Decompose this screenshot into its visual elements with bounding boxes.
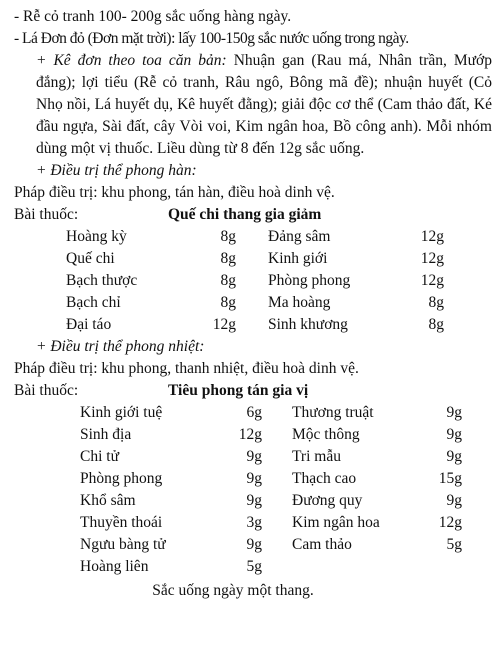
herb-dose: 5g bbox=[246, 558, 262, 575]
herb-row bbox=[66, 226, 444, 248]
herb-name: Tri mẫu bbox=[292, 448, 341, 465]
herb-name: Bạch thược bbox=[66, 272, 138, 289]
herb-dose: 9g bbox=[246, 470, 262, 487]
herb-dose: 9g bbox=[446, 492, 462, 509]
method-label: Pháp điều trị: bbox=[14, 360, 98, 377]
herb-dose: 8g bbox=[220, 250, 236, 267]
herb-name: Thương truật bbox=[292, 404, 374, 421]
herb-dose bbox=[424, 556, 462, 578]
herb-name: Sinh khương bbox=[268, 316, 348, 333]
herb-name: Chi tử bbox=[80, 448, 119, 465]
herb-dose: 8g bbox=[220, 294, 236, 311]
herb-dose: 9g bbox=[246, 448, 262, 465]
herb-dose: 5g bbox=[446, 536, 462, 553]
herb-dose: 12g bbox=[212, 316, 236, 333]
herb-name: Kinh giới tuệ bbox=[80, 404, 163, 421]
herb-name: Kim ngân hoa bbox=[292, 514, 380, 531]
herb-name: Thuyền thoái bbox=[80, 514, 163, 531]
base-prescription-body: Nhuận gan (Rau má, Nhân trần, Mướp đắng); lợi tiểu (Rễ cỏ tranh, Râu ngô, Bông mã đề); nhuận huyết (Cỏ Nhọ nồi, Lá huyết dụ, Kê huyết đằng); giải độc cơ thể (Cam thảo đất, Ké đầu ngựa, Sài đất, cây Vòi voi, Kim ngân hoa, Bồ công anh). Mỗi nhóm dùng một vị thuốc. Liều dùng từ 8 đến 12g sắc uống. bbox=[36, 52, 493, 157]
herb-row bbox=[80, 534, 462, 556]
herb-dose: 8g bbox=[428, 316, 444, 333]
herb-name: Thạch cao bbox=[292, 470, 357, 487]
remedy-name: Quế chi thang gia giảm bbox=[168, 206, 322, 223]
base-prescription-heading: + Kê đơn theo toa căn bản: bbox=[36, 52, 227, 69]
wind-cold-heading: + Điều trị thể phong hàn: bbox=[36, 162, 197, 179]
herb-dose: 9g bbox=[446, 426, 462, 443]
wind-cold-method bbox=[14, 182, 492, 204]
herb-name: Đại táo bbox=[66, 316, 112, 333]
wind-heat-herb-table bbox=[80, 402, 462, 578]
herb-row bbox=[66, 292, 444, 314]
herb-name: Sinh địa bbox=[80, 426, 132, 443]
herb-row bbox=[80, 512, 462, 534]
herb-row bbox=[80, 424, 462, 446]
wind-cold-remedy-header bbox=[14, 204, 492, 226]
closing-instruction: Sắc uống ngày một thang. bbox=[152, 582, 314, 599]
herb-row bbox=[80, 402, 462, 424]
herb-dose: 12g bbox=[420, 228, 444, 245]
herb-row bbox=[66, 270, 444, 292]
method-text: khu phong, thanh nhiệt, điều hoà dinh vệ. bbox=[97, 360, 359, 377]
herb-dose: 9g bbox=[246, 536, 262, 553]
herb-dose: 9g bbox=[246, 492, 262, 509]
herb-name: Ngưu bàng tử bbox=[80, 536, 166, 553]
herb-name: Khổ sâm bbox=[80, 492, 136, 509]
herb-row bbox=[80, 446, 462, 468]
herb-name: Cam thảo bbox=[292, 536, 352, 553]
herb-name: Đảng sâm bbox=[268, 228, 331, 245]
herb-dose: 12g bbox=[438, 514, 462, 531]
herb-name: Đương quy bbox=[292, 492, 363, 509]
herb-name: Bạch chỉ bbox=[66, 294, 121, 311]
herb-dose: 9g bbox=[446, 448, 462, 465]
herb-dose: 6g bbox=[246, 404, 262, 421]
herb-name: Quế chi bbox=[66, 250, 115, 267]
herb-row bbox=[66, 248, 444, 270]
herb-name: Hoàng liên bbox=[80, 558, 149, 575]
herb-dose: 12g bbox=[238, 426, 262, 443]
method-label: Pháp điều trị: bbox=[14, 184, 98, 201]
herb-row bbox=[80, 556, 462, 578]
herb-name: Hoàng kỳ bbox=[66, 228, 127, 245]
herb-dose: 15g bbox=[438, 470, 462, 487]
base-prescription-paragraph bbox=[14, 50, 492, 160]
remedy-label: Bài thuốc: bbox=[14, 206, 79, 223]
herb-dose: 3g bbox=[246, 514, 262, 531]
herb-dose: 9g bbox=[446, 404, 462, 421]
herb-name: Kinh giới bbox=[268, 250, 328, 267]
herb-name: Phòng phong bbox=[80, 470, 163, 487]
wind-cold-herb-table bbox=[66, 226, 444, 336]
herb-name bbox=[282, 556, 424, 578]
herb-dose: 8g bbox=[220, 228, 236, 245]
remedy-name: Tiêu phong tán gia vị bbox=[168, 382, 309, 399]
intro-line-2: - Lá Đơn đỏ (Đơn mặt trời): lấy 100-150g sắc nước uống trong ngày. bbox=[14, 30, 409, 47]
herb-dose: 8g bbox=[220, 272, 236, 289]
herb-dose: 12g bbox=[420, 250, 444, 267]
herb-name: Ma hoàng bbox=[268, 294, 331, 311]
method-text: khu phong, tán hàn, điều hoà dinh vệ. bbox=[97, 184, 335, 201]
wind-heat-heading: + Điều trị thể phong nhiệt: bbox=[36, 338, 205, 355]
herb-dose: 8g bbox=[428, 294, 444, 311]
herb-name: Mộc thông bbox=[292, 426, 360, 443]
herb-row bbox=[80, 468, 462, 490]
herb-dose: 12g bbox=[420, 272, 444, 289]
wind-heat-method bbox=[14, 358, 492, 380]
herb-row bbox=[66, 314, 444, 336]
herb-row bbox=[80, 490, 462, 512]
remedy-label: Bài thuốc: bbox=[14, 382, 79, 399]
herb-name: Phòng phong bbox=[268, 272, 351, 289]
intro-line-1: - Rễ cỏ tranh 100- 200g sắc uống hàng ngày. bbox=[14, 8, 292, 25]
wind-heat-remedy-header bbox=[14, 380, 492, 402]
